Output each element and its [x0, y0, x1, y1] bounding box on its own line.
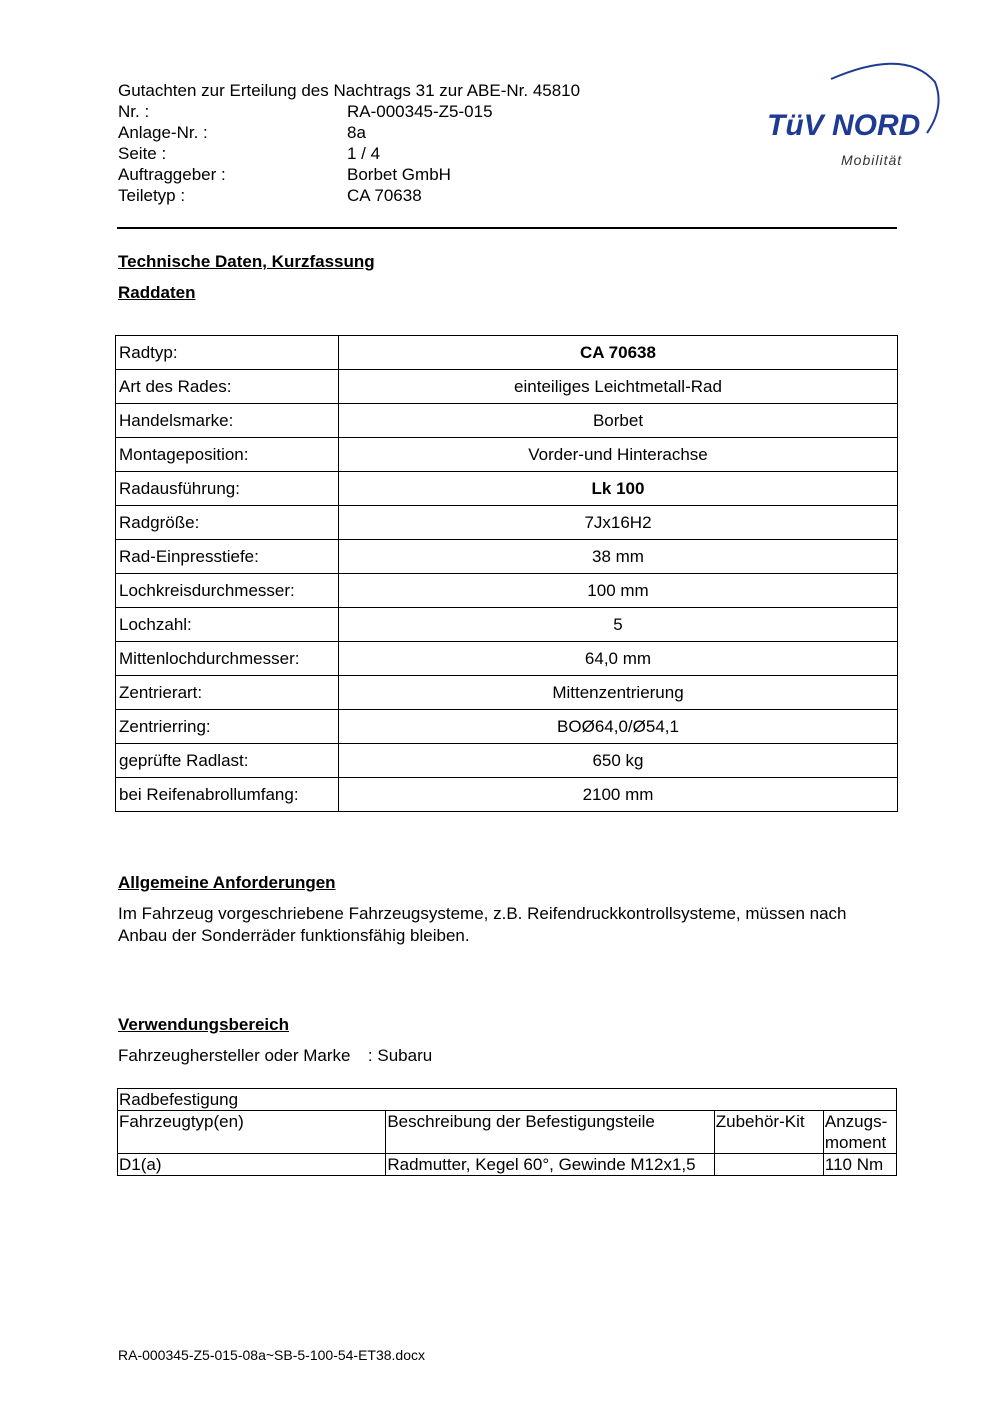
befestigung-caption: Radbefestigung	[118, 1089, 897, 1111]
maker-separator: :	[367, 1046, 373, 1065]
column-header: Zubehör-Kit	[714, 1111, 823, 1154]
raddaten-value: 64,0 mm	[339, 642, 898, 676]
tuv-nord-logo	[765, 57, 940, 172]
anforderungen-text: Im Fahrzeug vorgeschriebene Fahrzeugsysteme, z.B. Reifendruckkontrollsysteme, müssen nach Anbau der Sonderräder funktionsfähig bleiben.	[118, 904, 847, 945]
header-value: RA-000345-Z5-015	[347, 102, 493, 121]
raddaten-value: 38 mm	[339, 540, 898, 574]
raddaten-value: 650 kg	[339, 744, 898, 778]
table-header-row	[118, 1111, 897, 1154]
raddaten-value: BOØ64,0/Ø54,1	[339, 710, 898, 744]
table-row	[116, 438, 898, 472]
raddaten-value: 2100 mm	[339, 778, 898, 812]
tuv-nord-logo-mark	[765, 57, 940, 172]
header-value: 8a	[347, 123, 366, 142]
raddaten-key: Lochkreisdurchmesser:	[116, 574, 339, 608]
column-header: Beschreibung der Befestigungsteile	[386, 1111, 714, 1154]
table-row	[116, 676, 898, 710]
raddaten-value: Lk 100	[339, 472, 898, 506]
column-header: Fahrzeugtyp(en)	[118, 1111, 386, 1154]
header-divider	[117, 227, 897, 229]
raddaten-key: Radausführung:	[116, 472, 339, 506]
header-value: Borbet GmbH	[347, 165, 451, 184]
maker-line	[118, 1046, 432, 1066]
maker-label: Fahrzeughersteller oder Marke	[118, 1046, 351, 1065]
raddaten-value: Borbet	[339, 404, 898, 438]
header-label: Seite :	[118, 144, 167, 163]
table-row	[116, 744, 898, 778]
maker-value: Subaru	[377, 1046, 433, 1065]
report-title	[118, 80, 580, 101]
logo-sub-text: Mobilität	[841, 152, 903, 168]
raddaten-value: einteiliges Leichtmetall-Rad	[339, 370, 898, 404]
raddaten-key: geprüfte Radlast:	[116, 744, 339, 778]
raddaten-value: 5	[339, 608, 898, 642]
raddaten-key: Zentrierring:	[116, 710, 339, 744]
table-row	[116, 404, 898, 438]
table-caption-row	[118, 1089, 897, 1111]
raddaten-key: Radgröße:	[116, 506, 339, 540]
raddaten-value: 100 mm	[339, 574, 898, 608]
section-technische-daten: Technische Daten, Kurzfassung	[118, 252, 375, 271]
section-allgemeine-anforderungen: Allgemeine Anforderungen	[118, 873, 336, 892]
table-row	[116, 336, 898, 370]
table-row	[116, 574, 898, 608]
raddaten-key: Rad-Einpresstiefe:	[116, 540, 339, 574]
raddaten-key: Art des Rades:	[116, 370, 339, 404]
raddaten-key: Radtyp:	[116, 336, 339, 370]
table-row	[116, 540, 898, 574]
table-row	[116, 472, 898, 506]
section-verwendungsbereich: Verwendungsbereich	[118, 1015, 289, 1034]
footer-filename: RA-000345-Z5-015-08a~SB-5-100-54-ET38.docx	[118, 1347, 426, 1363]
table-row	[116, 642, 898, 676]
raddaten-value: Vorder-und Hinterachse	[339, 438, 898, 472]
header-label: Auftraggeber :	[118, 165, 226, 184]
befestigung-table	[117, 1088, 897, 1176]
raddaten-key: bei Reifenabrollumfang:	[116, 778, 339, 812]
table-row	[116, 370, 898, 404]
raddaten-value: 7Jx16H2	[339, 506, 898, 540]
table-row	[116, 608, 898, 642]
table-cell: D1(a)	[118, 1154, 386, 1176]
header-label: Nr. :	[118, 102, 150, 121]
table-cell: Radmutter, Kegel 60°, Gewinde M12x1,5	[386, 1154, 714, 1176]
raddaten-key: Mittenlochdurchmesser:	[116, 642, 339, 676]
column-header: Anzugs-moment	[823, 1111, 896, 1154]
raddaten-key: Zentrierart:	[116, 676, 339, 710]
header-value: CA 70638	[347, 186, 422, 205]
raddaten-table	[115, 335, 898, 812]
header-value: 1 / 4	[347, 144, 381, 163]
table-row	[116, 710, 898, 744]
raddaten-key: Lochzahl:	[116, 608, 339, 642]
table-row	[116, 778, 898, 812]
raddaten-key: Handelsmarke:	[116, 404, 339, 438]
raddaten-key: Montageposition:	[116, 438, 339, 472]
header-label: Teiletyp :	[118, 186, 186, 205]
logo-brand-text: TüV NORD	[767, 109, 921, 142]
raddaten-value: Mittenzentrierung	[339, 676, 898, 710]
raddaten-value: CA 70638	[339, 336, 898, 370]
table-cell: 110 Nm	[823, 1154, 896, 1176]
table-cell	[714, 1154, 823, 1176]
section-raddaten: Raddaten	[118, 283, 196, 302]
header-label: Anlage-Nr. :	[118, 123, 208, 142]
report-title-text: Gutachten zur Erteilung des Nachtrags 31 zur ABE-Nr. 45810	[118, 81, 581, 100]
table-row	[118, 1154, 897, 1176]
table-row	[116, 506, 898, 540]
